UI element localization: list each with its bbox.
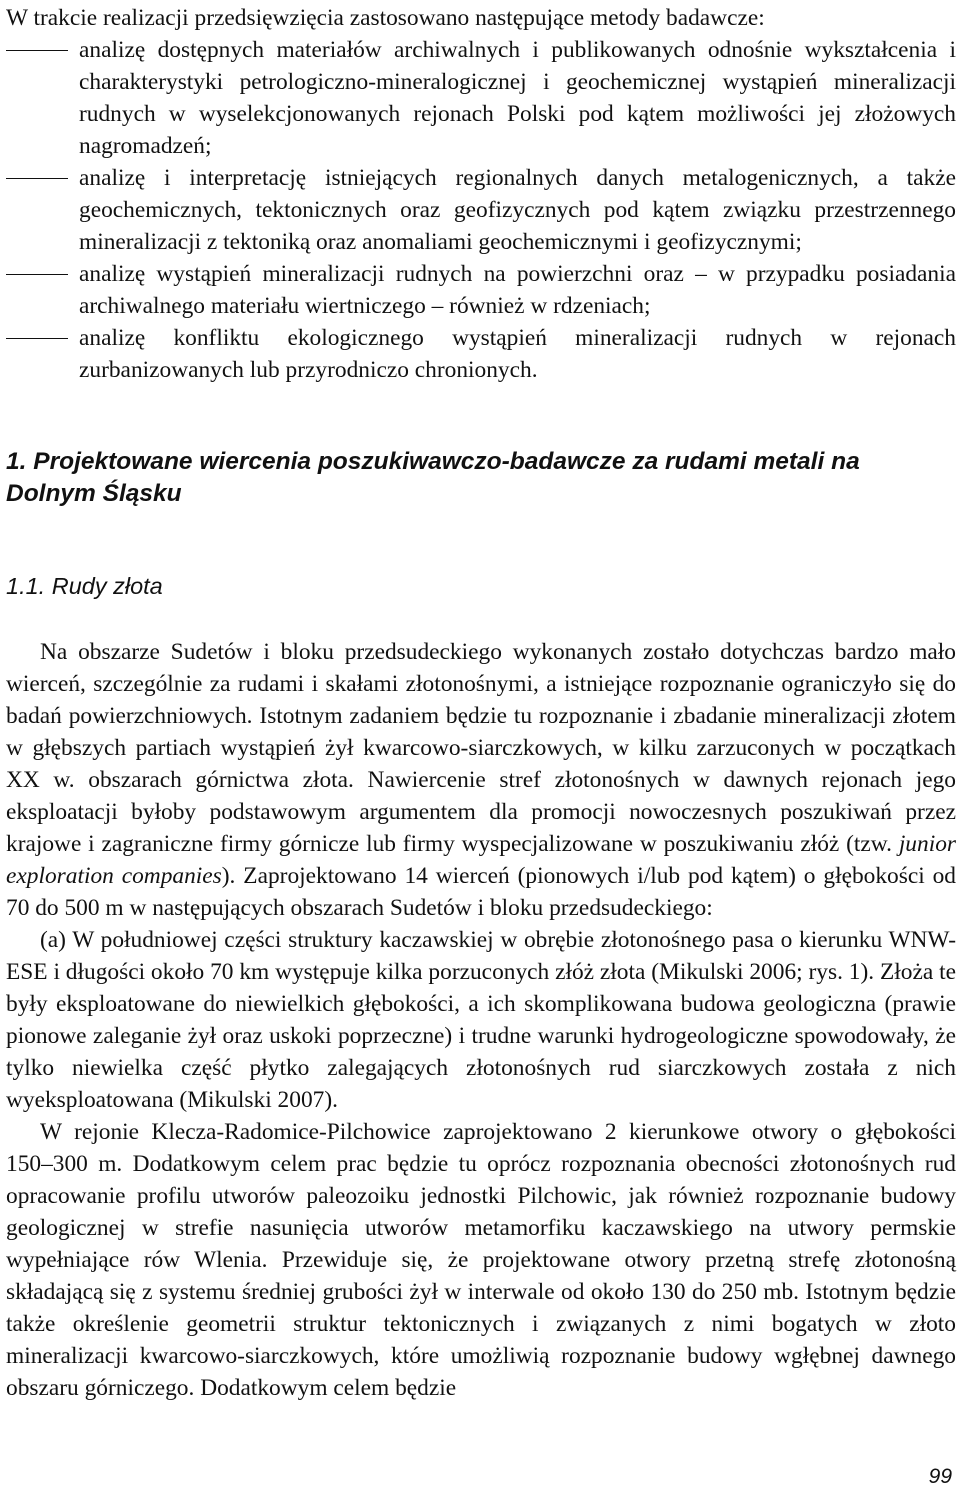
methods-intro (6, 0, 956, 386)
body-text (6, 636, 956, 1404)
page-number: 99 (928, 1465, 952, 1488)
list-item: analizę dostępnych materiałów archiwalnych i publikowanych odnośnie wykształcenia i charakterystyki petrologiczno-mineralogicznej i geochemicznej wystąpień mineralizacji rudnych w wyselekcjonowanych rejonach Polski pod kątem możliwości jej złożowych nagromadzeń; (6, 34, 956, 162)
subsection-heading: 1.1. Rudy złota (6, 573, 163, 599)
methods-list (6, 34, 956, 386)
list-item: analizę wystąpień mineralizacji rudnych na powierzchni oraz – w przypadku posiadania archiwalnego materiału wiertniczego – również w rdzeniach; (6, 258, 956, 322)
section-heading: 1. Projektowane wiercenia poszukiwawczo-badawcze za rudami metali na Dolnym Śląsku (6, 448, 860, 507)
italic-term: junior exploration companies (6, 831, 956, 889)
methods-lead: W trakcie realizacji przedsięwzięcia zastosowano następujące metody badawcze: (6, 5, 765, 31)
list-item: analizę i interpretację istniejących regionalnych danych metalogenicznych, a także geochemicznych, tektonicznych oraz geofizycznych pod kątem związku przestrzennego mineralizacji z tektoniką oraz anomaliami geochemicznymi i geofizycznymi; (6, 162, 956, 258)
paragraph (6, 636, 956, 924)
list-item: analizę konfliktu ekologicznego wystąpień mineralizacji rudnych w rejonach zurbanizowanych lub przyrodniczo chronionych. (6, 322, 956, 386)
paragraph-text: ). Zaprojektowano 14 wierceń (pionowych i/lub pod kątem) o głębokości od 70 do 500 m w następujących obszarach Sudetów i bloku przedsudeckiego: (6, 863, 956, 921)
document-page (6, 0, 956, 1401)
paragraph-text: Na obszarze Sudetów i bloku przedsudeckiego wykonanych zostało dotychczas bardzo mało wierceń, szczególnie za rudami i skałami złotonośnymi, a istniejące rozpoznanie ograniczyło się do badań powierzchniowych. Istotnym zadaniem będzie tu rozpoznanie i zbadanie mineralizacji złotem w głębszych partiach wystąpień żył kwarcowo-siarczkowych, w kilku zarzuconych w początkach XX w. obszarach górnictwa złota. Nawiercenie stref złotonośnych w dawnych rejonach jego eksploatacji byłoby podstawowym argumentem dla promocji nowoczesnych poszukiwań przez krajowe i zagraniczne firmy górnicze lub firmy wyspecjalizowane w poszukiwaniu złóż (tzw. (6, 639, 956, 857)
paragraph: (a) W południowej części struktury kaczawskiej w obrębie złotonośnego pasa o kierunku WNW-ESE i długości około 70 km występuje kilka porzuconych złóż złota (Mikulski 2006; rys. 1). Złoża te były eksploatowane do niewielkich głębokości, a ich skomplikowana budowa geologiczna (prawie pionowe zaleganie żył oraz uskoki poprzeczne) i trudne warunki hydrogeologiczne spowodowały, że tylko niewielka część płytko zalegających złotonośnych rud siarczkowych została z nich wyeksploatowana (Mikulski 2007). (6, 927, 956, 1113)
paragraph: W rejonie Klecza-Radomice-Pilchowice zaprojektowano 2 kierunkowe otwory o głębokości 150–300 m. Dodatkowym celem prac będzie tu oprócz rozpoznania obecności złotonośnych rud opracowanie profilu utworów paleozoiku jednostki Pilchowic, jak również rozpoznanie budowy geologicznej w strefie nasunięcia utworów metamorfiku kaczawskiego na utwory permskie wypełniające rów Wlenia. Przewiduje się, że projektowane otwory przetną strefę złotonośną składającą się z systemu średniej grubości żył w interwale od około 130 do 250 mb. Istotnym będzie także określenie geometrii struktur tektonicznych i związanych z nimi bogatych w złoto mineralizacji kwarcowo-siarczkowych, które umożliwią rozpoznanie budowy wgłębnej dawnego obszaru górniczego. Dodatkowym celem będzie (6, 1119, 956, 1401)
